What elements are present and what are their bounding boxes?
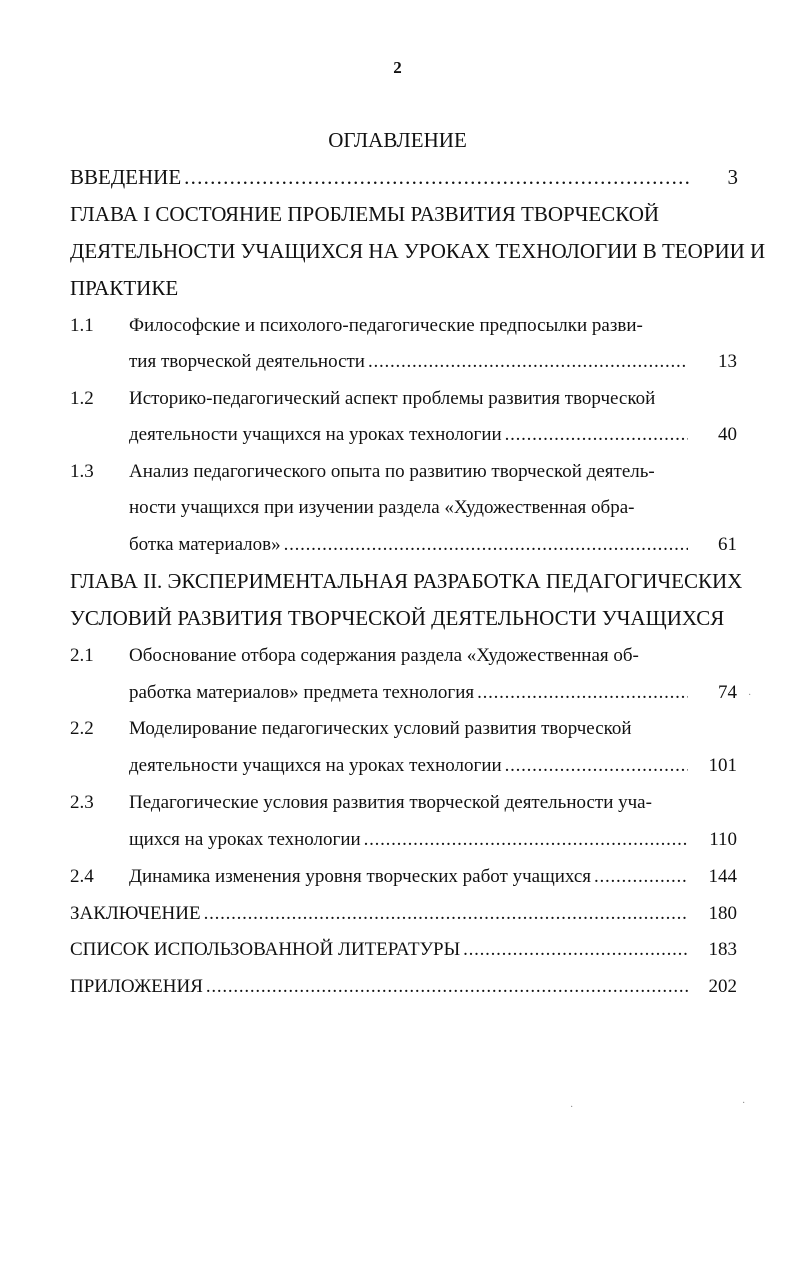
dot-leader <box>505 755 688 777</box>
toc-entry-1-1[interactable] <box>129 351 737 373</box>
chapter-2-heading-line-2: УСЛОВИЙ РАЗВИТИЯ ТВОРЧЕСКОЙ ДЕЯТЕЛЬНОСТИ УЧАЩИХСЯ <box>70 606 725 630</box>
toc-entry-2-2[interactable] <box>129 755 737 777</box>
chapter-1-heading-line-1: ГЛАВА I СОСТОЯНИЕ ПРОБЛЕМЫ РАЗВИТИЯ ТВОРЧЕСКОЙ <box>70 202 660 226</box>
dot-leader <box>594 866 688 888</box>
toc-entry-intro[interactable] <box>70 165 738 190</box>
toc-entry-2-3[interactable] <box>129 829 737 851</box>
toc-entry-page: 101 <box>708 755 737 776</box>
dot-leader <box>184 165 689 190</box>
section-text-last: щихся на уроках технологии <box>129 829 361 850</box>
toc-entry-page: 40 <box>718 424 737 445</box>
section-text-line: Анализ педагогического опыта по развитию творческой деятель- <box>129 461 655 482</box>
toc-entry-1-2[interactable] <box>129 424 737 446</box>
toc-entry-label: ПРИЛОЖЕНИЯ <box>70 976 203 997</box>
toc-entry-page: 202 <box>708 976 737 997</box>
dot-leader <box>364 829 688 851</box>
dot-leader <box>284 534 688 556</box>
toc-entry-page: 183 <box>708 939 737 960</box>
section-text-last: тия творческой деятельности <box>129 351 365 372</box>
scan-speck: · <box>570 1102 574 1113</box>
section-number: 2.3 <box>70 792 94 813</box>
section-text-line: Педагогические условия развития творческой деятельности уча- <box>129 792 652 813</box>
section-text-last: ботка материалов» <box>129 534 281 555</box>
toc-entry-conclusion[interactable] <box>70 903 737 925</box>
toc-entry-references[interactable] <box>70 939 737 961</box>
toc-entry-1-3[interactable] <box>129 534 737 556</box>
chapter-2-heading-line-1: ГЛАВА II. ЭКСПЕРИМЕНТАЛЬНАЯ РАЗРАБОТКА ПЕДАГОГИЧЕСКИХ <box>70 569 743 593</box>
toc-entry-page: 180 <box>708 903 737 924</box>
section-text-last: Динамика изменения уровня творческих работ учащихся <box>129 866 591 887</box>
toc-entry-page: 110 <box>709 829 737 850</box>
chapter-1-heading-line-2: ДЕЯТЕЛЬНОСТИ УЧАЩИХСЯ НА УРОКАХ ТЕХНОЛОГИИ В ТЕОРИИ И <box>70 239 766 263</box>
toc-entry-page: 74 <box>718 682 737 703</box>
section-text-line: Философские и психолого-педагогические предпосылки разви- <box>129 315 643 336</box>
toc-entry-label: СПИСОК ИСПОЛЬЗОВАННОЙ ЛИТЕРАТУРЫ <box>70 939 461 960</box>
toc-entry-page: 144 <box>708 866 737 887</box>
toc-entry-appendix[interactable] <box>70 976 737 998</box>
dot-leader <box>204 903 688 925</box>
dot-leader <box>505 424 688 446</box>
page-number: 2 <box>393 58 402 77</box>
dot-leader <box>477 682 688 704</box>
section-number: 2.4 <box>70 866 94 887</box>
chapter-1-heading-line-3: ПРАКТИКЕ <box>70 276 179 300</box>
section-number: 1.2 <box>70 388 94 409</box>
section-number: 2.1 <box>70 645 94 666</box>
toc-entry-page: 61 <box>718 534 737 555</box>
toc-entry-2-1[interactable] <box>129 682 737 704</box>
toc-entry-page: 3 <box>727 165 738 189</box>
toc-entry-page: 13 <box>718 351 737 372</box>
toc-entry-2-4[interactable] <box>129 866 737 888</box>
toc-entry-label: ЗАКЛЮЧЕНИЕ <box>70 903 201 924</box>
scan-speck: · <box>742 1098 746 1109</box>
dot-leader <box>368 351 688 373</box>
dot-leader <box>463 939 688 961</box>
section-text-line: Обоснование отбора содержания раздела «Художественная об- <box>129 645 639 666</box>
toc-entry-label: ВВЕДЕНИЕ <box>70 165 182 189</box>
toc-title: ОГЛАВЛЕНИЕ <box>328 128 467 152</box>
dot-leader <box>206 976 688 998</box>
section-number: 2.2 <box>70 718 94 739</box>
section-text-line: Моделирование педагогических условий развития творческой <box>129 718 632 739</box>
section-text-line: Историко-педагогический аспект проблемы развития творческой <box>129 388 656 409</box>
section-number: 1.1 <box>70 315 94 336</box>
section-number: 1.3 <box>70 461 94 482</box>
section-text-line: ности учащихся при изучении раздела «Художественная обра- <box>129 497 635 518</box>
scan-speck: · <box>748 690 752 701</box>
section-text-last: работка материалов» предмета технология <box>129 682 475 703</box>
section-text-last: деятельности учащихся на уроках технологии <box>129 424 502 445</box>
section-text-last: деятельности учащихся на уроках технологии <box>129 755 502 776</box>
